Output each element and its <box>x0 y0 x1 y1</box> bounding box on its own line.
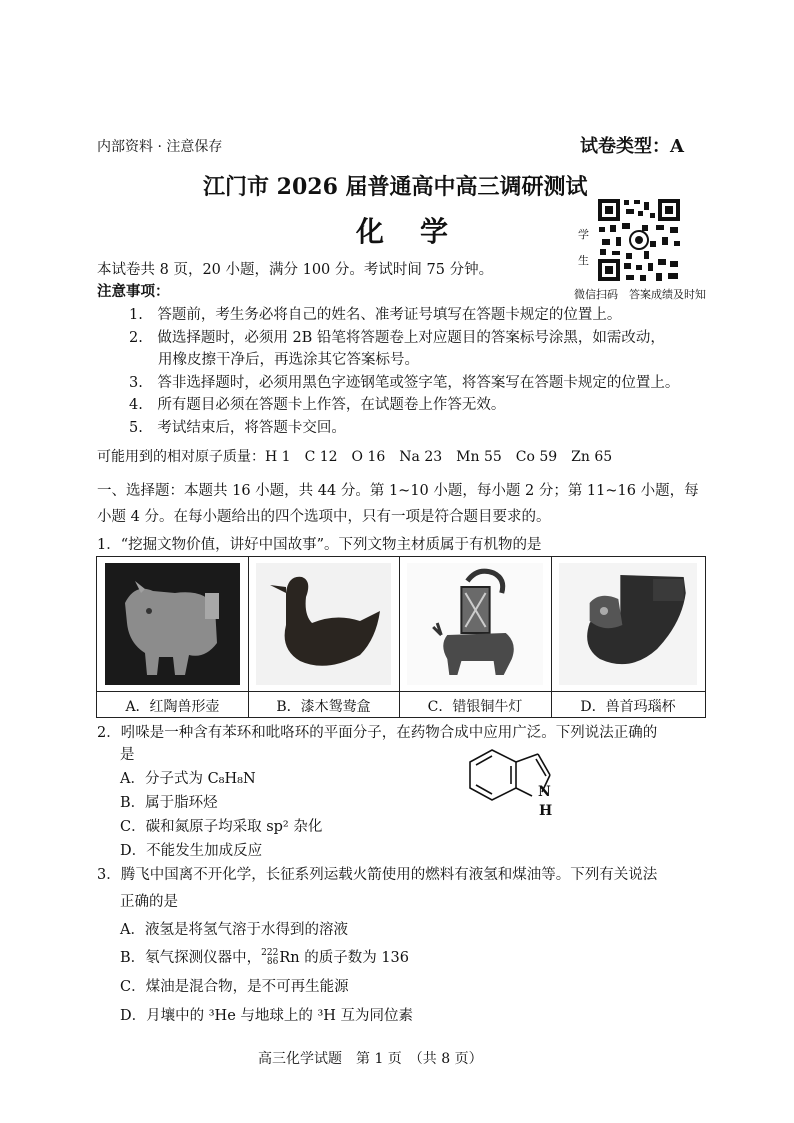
page-title: 江门市 2026 届普通高中高三调研测试 <box>203 174 588 200</box>
option-d-label: D．兽首玛瑙杯 <box>551 691 705 716</box>
qr-side-label: 学 生 <box>578 228 589 267</box>
indole-structure-diagram <box>462 742 582 826</box>
indole-n-label: N <box>538 784 551 800</box>
notes-title: 注意事项： <box>97 283 170 300</box>
option-c-label: C．错银铜牛灯 <box>399 691 551 716</box>
note-item: 3. 答非选择题时，必须用黑色字迹钢笔或签字笔，将答案写在答题卡规定的位置上。 <box>129 375 680 391</box>
section-instructions: 一、选择题：本题共 16 小题，共 44 分。第 1~10 小题，每小题 2 分；第 11~16 小题，每 <box>97 483 699 499</box>
lacquer-mandarin-duck-box-image <box>256 563 391 685</box>
atomic-masses: 可能用到的相对原子质量：H 1 C 12 O 16 Na 23 Mn 55 Co 59 Zn 65 <box>97 449 613 465</box>
note-item: 2. 做选择题时，必须用 2B 铅笔将答题卷上对应题目的答案标号涂黑，如需改动， <box>129 330 665 346</box>
option-b-text: B．氡气探测仪器中， <box>120 950 262 966</box>
artifact-photo-table <box>96 556 706 718</box>
question-3-option-c: C．煤油是混合物，是不可再生能源 <box>120 979 349 995</box>
question-3-stem: 正确的是 <box>120 894 178 910</box>
option-b-label: B．漆木鸳鸯盒 <box>248 691 399 716</box>
qr-caption: 微信扫码 答案成绩及时知 <box>574 288 706 301</box>
section-instructions: 小题 4 分。在每小题给出的四个选项中，只有一项是符合题目要求的。 <box>97 509 551 525</box>
question-3-option-a: A．液氢是将氢气溶于水得到的溶液 <box>120 922 348 938</box>
page-footer: 高三化学试题 第 1 页 （共 8 页） <box>258 1051 483 1067</box>
question-3-stem: 3．腾飞中国离不开化学，长征系列运载火箭使用的燃料有液氢和煤油等。下列有关说法 <box>97 867 658 883</box>
option-b-text: 的质子数为 136 <box>299 950 410 966</box>
artifact-option-d <box>551 557 705 717</box>
note-item: 4. 所有题目必须在答题卡上作答，在试题卷上作答无效。 <box>129 397 506 413</box>
red-pottery-beast-pot-image <box>105 563 240 685</box>
element-symbol: Rn <box>279 950 300 966</box>
atomic-number: 86 <box>266 957 279 967</box>
exam-summary: 本试卷共 8 页，20 小题，满分 100 分。考试时间 75 分钟。 <box>97 262 494 278</box>
question-2-stem: 是 <box>120 747 135 763</box>
silver-inlaid-bronze-ox-lamp-image <box>407 563 543 685</box>
nuclide-notation <box>261 949 278 967</box>
qr-code-icon[interactable] <box>596 197 682 283</box>
question-2-option-b: B．属于脂环烃 <box>120 795 218 811</box>
question-3-option-d: D．月壤中的 ³He 与地球上的 ³H 互为同位素 <box>120 1008 414 1024</box>
subject-title: 化 学 <box>356 215 453 248</box>
beast-head-agate-cup-image <box>559 563 697 685</box>
question-2-option-c: C．碳和氮原子均采取 sp² 杂化 <box>120 819 323 835</box>
artifact-option-b <box>248 557 400 717</box>
indole-h-label: H <box>539 803 553 819</box>
note-item: 用橡皮擦干净后，再选涂其它答案标号。 <box>129 352 419 368</box>
artifact-option-c <box>399 557 552 717</box>
mass-number: 222 <box>261 948 279 958</box>
confidential-note: 内部资料 · 注意保存 <box>97 139 223 155</box>
question-2-option-d: D．不能发生加成反应 <box>120 843 263 859</box>
note-item: 1. 答题前，考生务必将自己的姓名、准考证号填写在答题卡规定的位置上。 <box>129 307 622 323</box>
paper-type: 试卷类型：A <box>580 136 684 157</box>
question-2-stem: 2．吲哚是一种含有苯环和吡咯环的平面分子，在药物合成中应用广泛。下列说法正确的 <box>97 725 658 741</box>
question-1-stem: 1．“挖掘文物价值，讲好中国故事”。下列文物主材质属于有机物的是 <box>97 537 542 553</box>
question-2-option-a: A．分子式为 C₈H₈N <box>120 771 256 787</box>
option-a-label: A．红陶兽形壶 <box>97 691 248 716</box>
question-3-option-b <box>120 946 409 967</box>
note-item: 5. 考试结束后，将答题卡交回。 <box>129 420 346 436</box>
artifact-option-a <box>97 557 249 717</box>
